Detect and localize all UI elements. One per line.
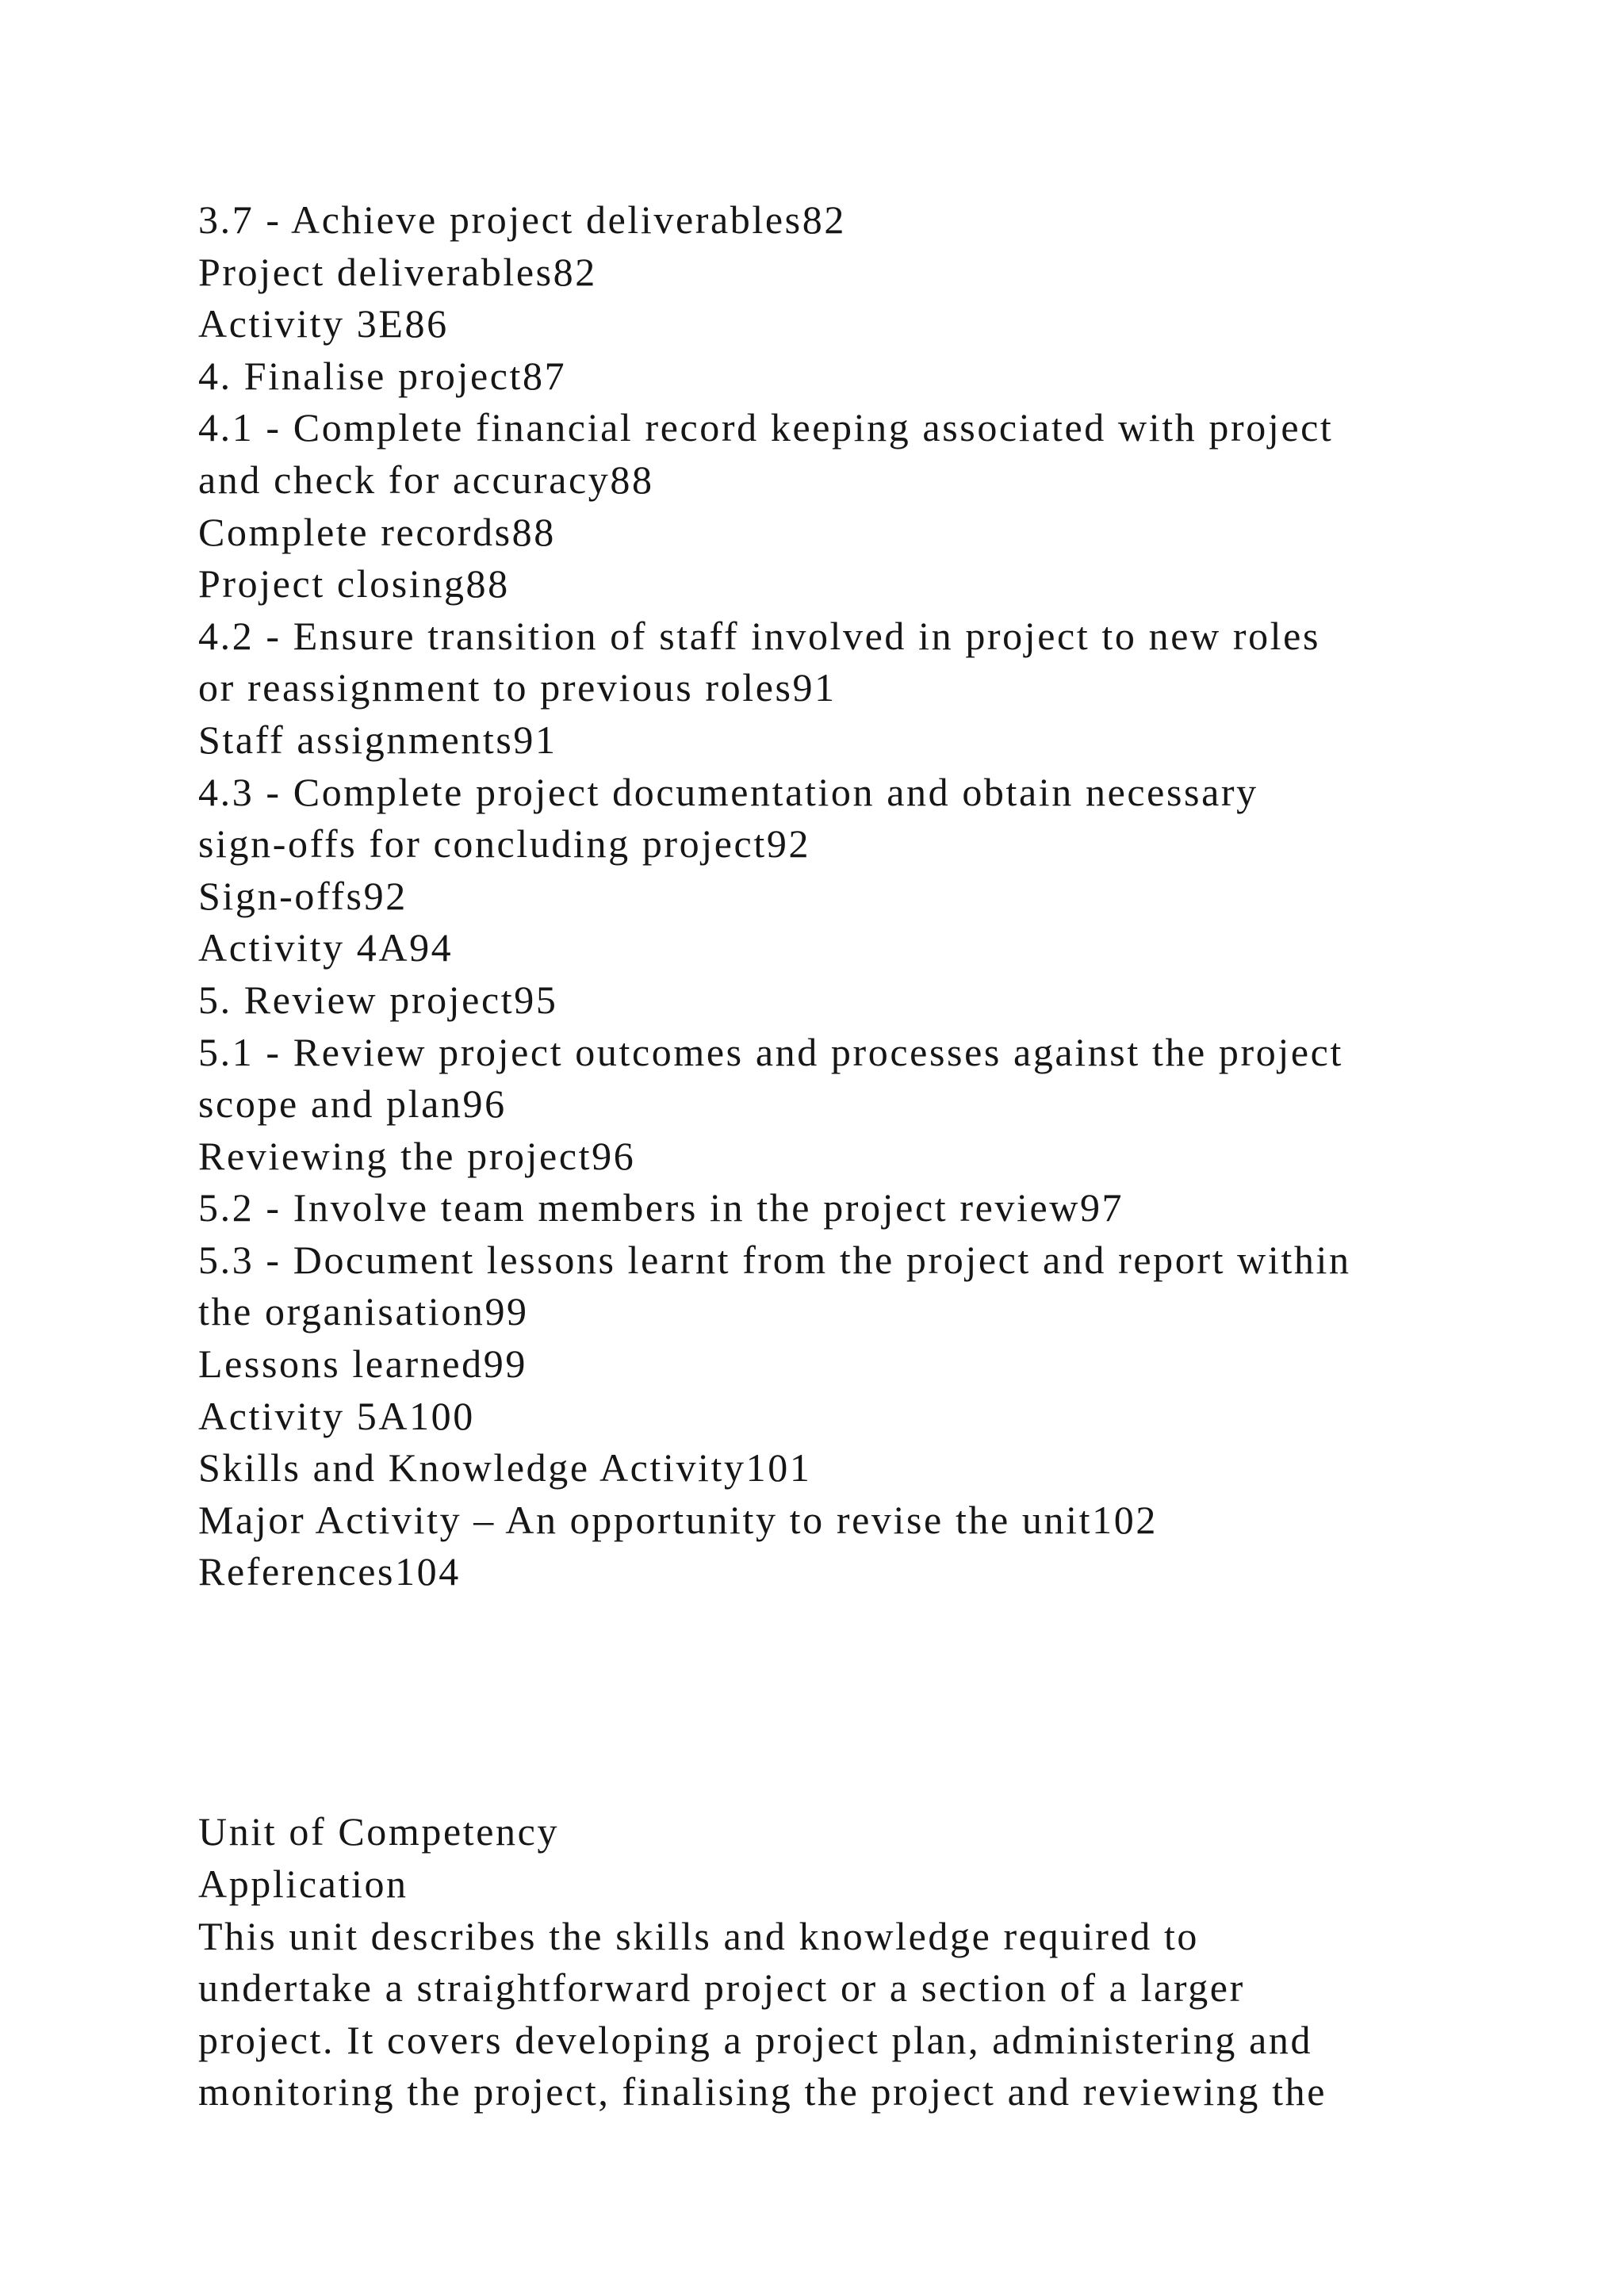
table-of-contents <box>198 194 1467 1598</box>
page-content <box>198 194 1467 2118</box>
section-subheading: Application <box>198 1862 408 1907</box>
toc-entry: Skills and Knowledge Activity101 <box>198 1445 812 1490</box>
toc-entry: 5.2 - Involve team members in the project review97 <box>198 1185 1124 1230</box>
toc-entry: Lessons learned99 <box>198 1341 527 1387</box>
toc-entry: Complete records88 <box>198 509 556 554</box>
toc-entry: 3.7 - Achieve project deliverables82 <box>198 197 846 242</box>
toc-entry: References104 <box>198 1549 461 1594</box>
body-text-line: This unit describes the skills and knowledge required to <box>198 1913 1200 1958</box>
toc-entry: Project closing88 <box>198 561 510 607</box>
toc-entry: Project deliverables82 <box>198 249 597 294</box>
unit-of-competency-section <box>198 1806 1467 2118</box>
toc-entry: and check for accuracy88 <box>198 457 654 502</box>
toc-entry: 5.3 - Document lessons learnt from the project and report within <box>198 1237 1351 1282</box>
toc-entry: Activity 3E86 <box>198 301 449 346</box>
toc-entry: Sign-offs92 <box>198 873 408 918</box>
toc-entry: scope and plan96 <box>198 1081 507 1127</box>
toc-entry: 5.1 - Review project outcomes and processes against the project <box>198 1029 1343 1074</box>
section-heading: Unit of Competency <box>198 1809 560 1854</box>
toc-entry: 5. Review project95 <box>198 977 558 1022</box>
toc-entry: Major Activity – An opportunity to revise the unit102 <box>198 1497 1158 1542</box>
toc-entry: Staff assignments91 <box>198 717 557 762</box>
toc-entry: 4.1 - Complete financial record keeping associated with project <box>198 405 1334 450</box>
toc-entry: the organisation99 <box>198 1289 529 1334</box>
body-text-line: monitoring the project, finalising the project and reviewing the <box>198 2069 1327 2114</box>
toc-entry: sign-offs for concluding project92 <box>198 821 811 867</box>
toc-entry: 4.2 - Ensure transition of staff involved in project to new roles <box>198 613 1321 658</box>
toc-entry: or reassignment to previous roles91 <box>198 665 837 710</box>
toc-entry: 4. Finalise project87 <box>198 353 567 398</box>
body-text-line: project. It covers developing a project plan, administering and <box>198 2017 1313 2062</box>
toc-entry: Activity 5A100 <box>198 1393 475 1438</box>
toc-entry: Reviewing the project96 <box>198 1133 636 1178</box>
section-spacer <box>198 1598 1467 1806</box>
toc-entry: 4.3 - Complete project documentation and obtain necessary <box>198 769 1258 814</box>
toc-entry: Activity 4A94 <box>198 925 454 970</box>
body-text-line: undertake a straightforward project or a section of a larger <box>198 1965 1245 2011</box>
